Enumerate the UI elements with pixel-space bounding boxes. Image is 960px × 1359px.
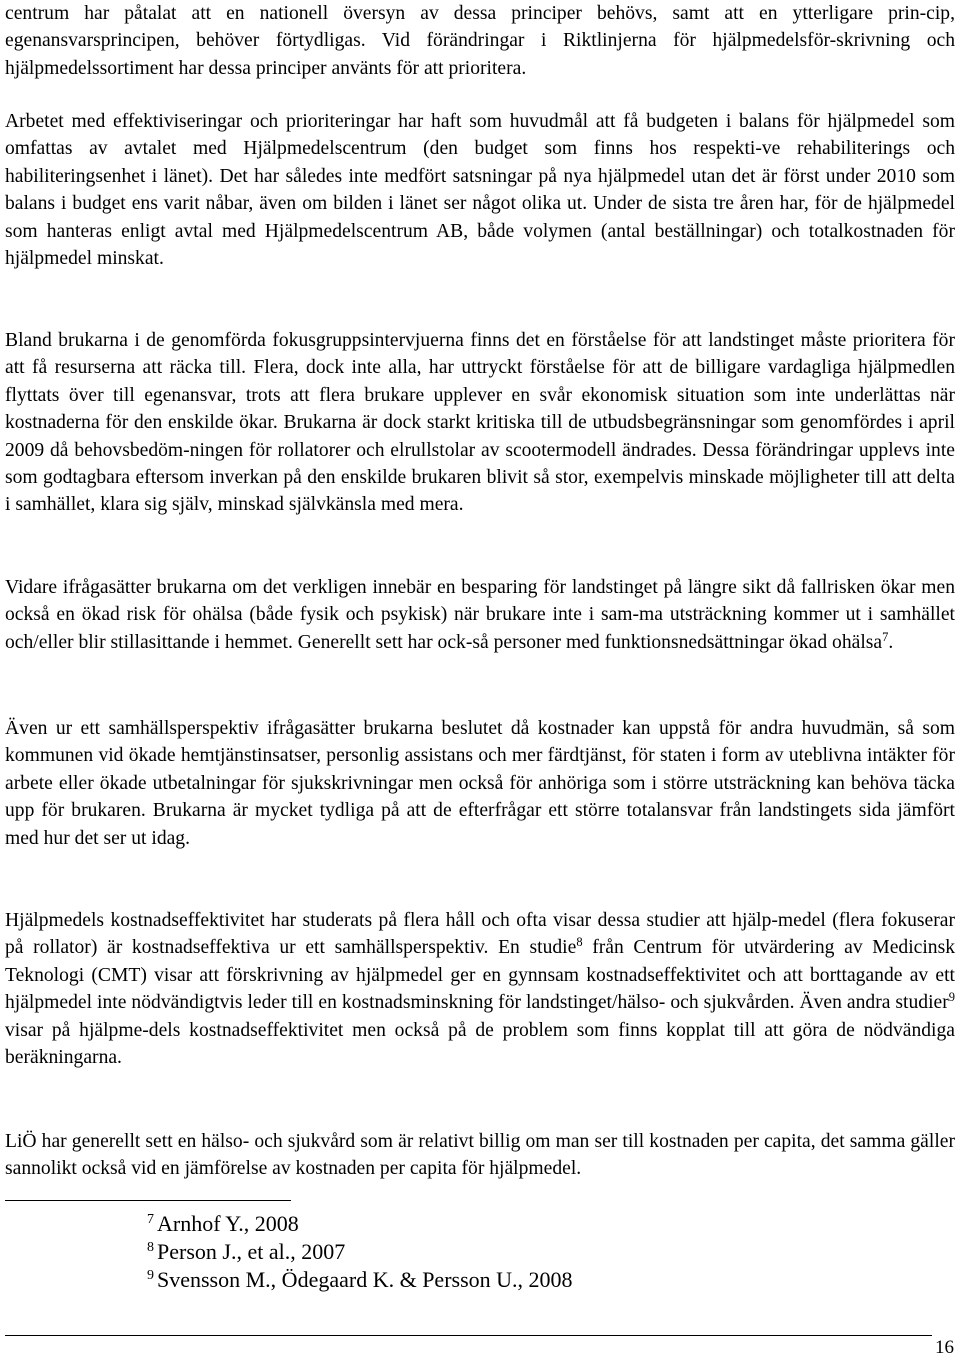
footnote-reference: 7 — [882, 629, 889, 644]
paragraph-text: . — [888, 631, 894, 653]
footnote-8 — [147, 1238, 573, 1266]
footnotes — [147, 1210, 573, 1294]
paragraph-4 — [5, 574, 955, 656]
paragraph-6 — [5, 907, 955, 1071]
paragraph-text: Arbetet med effektiviseringar och prioriteringar har haft som huvudmål att få budgeten i balans för hjälpmedel som omfattas av avtalet med Hjälpmedelscentrum (den budget som finns hos respekti-ve rehabiliterings och habiliteringsenhet i länet). Det har således inte medfört satsningar på nya hjälpmedel utan det är först under 2010 som balans i budget ens varit nåbar, även om bilden i länet ser något olika ut. Under de sista tre åren har, för de hjälpmedel som hanteras enligt avtal med Hjälpmedelscentrum AB, både volymen (antal beställningar) och totalkostnaden för hjälpmedel minskat. — [5, 111, 955, 270]
footnote-text: Person J., et al., 2007 — [157, 1239, 346, 1264]
footnote-text: Svensson M., Ödegaard K. & Persson U., 2008 — [157, 1267, 573, 1292]
footnote-number: 9 — [147, 1267, 154, 1283]
paragraph-3 — [5, 327, 955, 519]
footnote-number: 8 — [147, 1239, 154, 1255]
paragraph-text: Vidare ifrågasätter brukarna om det verkligen innebär en besparing för landstinget på längre sikt då fallrisken ökar men också en ökad risk för ohälsa (både fysik och psykisk) när brukare inte i sam-ma utsträckning kommer ut i samhället och/eller blir stillasittande i hemmet. Generellt sett har ock-så personer med funktionsnedsättningar ökad ohälsa — [5, 577, 955, 653]
paragraph-text: centrum har påtalat att en nationell översyn av dessa principer behövs, samt att en ytterligare prin-cip, egenansvarsprincipen, behöver förtydligas. Vid förändringar i Riktlinjerna för hjälpmedelsför-skrivning och hjälpmedelssortiment har dessa principer använts för att prioritera. — [5, 3, 955, 79]
paragraph-text: LiÖ har generellt sett en hälso- och sjukvård som är relativt billig om man ser till kostnaden per capita, det samma gäller sannolikt också vid en jämförelse av kostnaden per capita för hjälpmedel. — [5, 1131, 955, 1180]
paragraph-2 — [5, 108, 955, 272]
paragraph-text: Bland brukarna i de genomförda fokusgruppsintervjuerna finns det en förståelse för att landstinget måste prioritera för att få resurserna att räcka till. Flera, dock inte alla, har uttryckt förståelse för att de billigare vardagliga hjälpmedlen flyttats över till egenansvar, trots att flera brukare upplever en svår ekonomisk situation som inte underlättas när kostnaderna för den enskilde ökar. Brukarna är dock starkt kritiska till de utbudsbegränsningar som genomfördes i april 2009 då behovsbedöm-ningen för rollatorer och elrullstolar av scootermodell ändrades. Dessa förändringar upplevs inte som godtagbara eftersom inverkan på den enskilde brukaren blivit så stor, exempelvis minskade möjligheter till att delta i samhället, klara sig själv, minskad självkänsla med mera. — [5, 330, 955, 516]
page-number: 16 — [935, 1337, 954, 1358]
paragraph-7 — [5, 1128, 955, 1183]
paragraph-text: Hjälpmedels kostnadseffektivitet har studerats på flera håll och ofta visar dessa studier att hjälp-medel (flera fokuserar på rollator) är kostnadseffektiva ur ett samhällsperspektiv. En studie — [5, 910, 955, 959]
paragraph-text: från Centrum för utvärdering av Medicinsk Teknologi (CMT) visar att förskrivning av hjälpmedel ger en gynnsam kostnadseffektivitet och att borttagande av ett hjälpmedel inte nödvändigtvis leder till en kostnadsminskning för landstinget/hälso- och sjukvården. Även andra studier — [5, 937, 955, 1014]
paragraph-1 — [5, 0, 955, 82]
paragraph-text: Även ur ett samhällsperspektiv ifrågasätter brukarna beslutet då kostnader kan uppstå för andra huvudmän, så som kommunen vid ökade hemtjänstinsatser, personlig assistans och mer färdtjänst, för staten i form av uteblivna intäkter för arbete eller ökade utbetalningar för sjukskrivningar men också för anhöriga som i större utsträckning kan behöva täcka upp för brukaren. Brukarna är mycket tydliga på att de efterfrågar ett större totalansvar från landstingets sida jämfört med hur det ser ut idag. — [5, 718, 955, 849]
paragraph-text: visar på hjälpme-dels kostnadseffektivitet men också på de problem som finns kopplat till att göra de nödvändiga beräkningarna. — [5, 1019, 955, 1069]
page-footer-rule — [5, 1335, 932, 1336]
footnote-9 — [147, 1266, 573, 1294]
footnote-text: Arnhof Y., 2008 — [157, 1211, 299, 1236]
footnote-number: 7 — [147, 1211, 154, 1227]
footnote-reference: 8 — [576, 935, 583, 950]
footnote-7 — [147, 1210, 573, 1238]
footnote-separator — [5, 1200, 291, 1201]
paragraph-5 — [5, 715, 955, 852]
footnote-reference: 9 — [948, 990, 955, 1005]
